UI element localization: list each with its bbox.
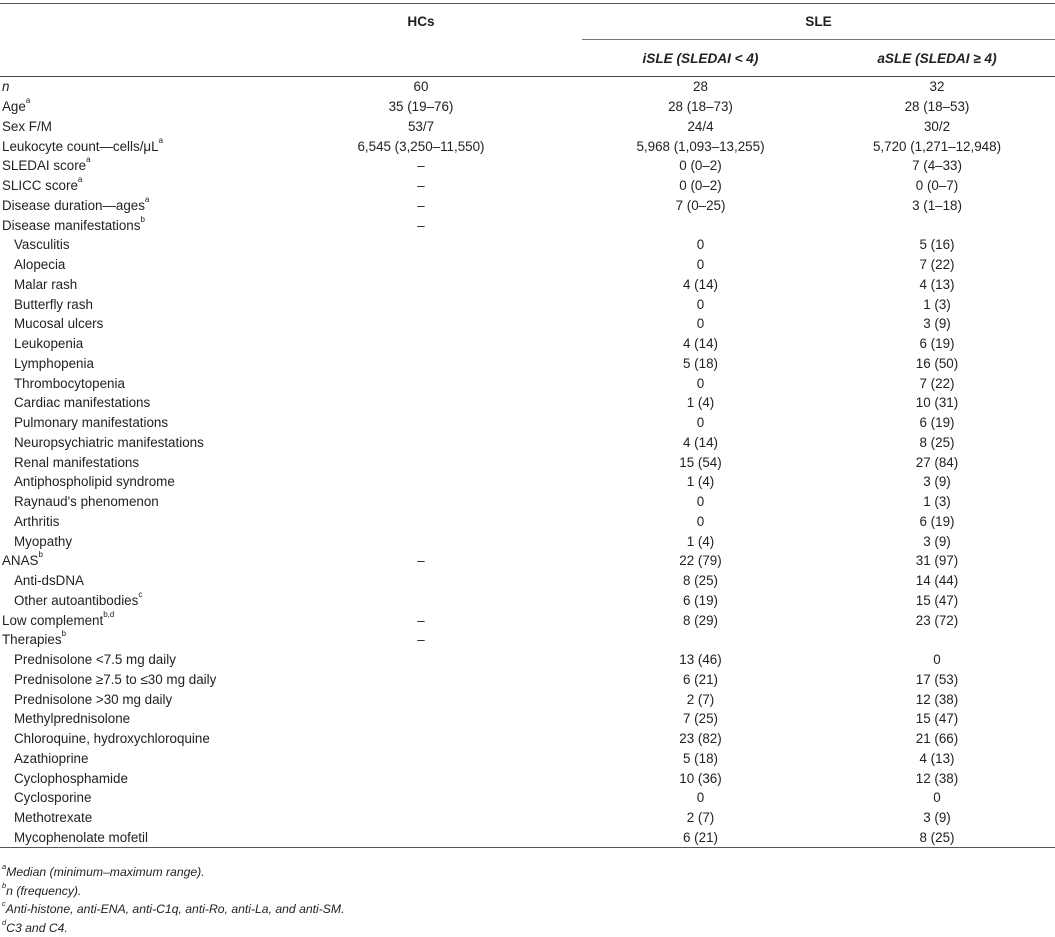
row-label-text: Leukocyte count—cells/μL: [2, 139, 159, 154]
table-row: [0, 729, 1055, 749]
cell-asle: 31 (97): [819, 551, 1055, 571]
cell-asle: 32: [819, 77, 1055, 97]
cell-hc: [260, 571, 582, 591]
footnote-marker: b: [2, 881, 6, 890]
cell-hc: [260, 689, 582, 709]
row-label-text: Methylprednisolone: [14, 711, 130, 726]
row-label: [0, 630, 260, 650]
row-label: [0, 551, 260, 571]
footnote-text: Anti-histone, anti-ENA, anti-C1q, anti-Ro, anti-La, and anti-SM.: [6, 902, 345, 916]
cell-hc: 53/7: [260, 117, 582, 137]
cell-asle: [819, 215, 1055, 235]
cell-asle: 7 (4–33): [819, 156, 1055, 176]
cell-isle: 10 (36): [582, 768, 819, 788]
cell-asle: 3 (9): [819, 531, 1055, 551]
row-label: [0, 235, 260, 255]
cell-asle: 27 (84): [819, 452, 1055, 472]
cell-isle: 28 (18–73): [582, 97, 819, 117]
cell-asle: 7 (22): [819, 255, 1055, 275]
cell-asle: 1 (3): [819, 294, 1055, 314]
cell-hc: [260, 452, 582, 472]
cell-asle: 21 (66): [819, 729, 1055, 749]
cell-hc: [260, 650, 582, 670]
table-row: [0, 235, 1055, 255]
footnote-text: C3 and C4.: [6, 921, 68, 935]
header-sle: SLE: [582, 4, 1055, 40]
cell-isle: 5 (18): [582, 749, 819, 769]
cell-hc: –: [260, 215, 582, 235]
cell-asle: 15 (47): [819, 709, 1055, 729]
row-label-text: Cyclophosphamide: [14, 771, 128, 786]
row-label-text: Low complement: [2, 613, 103, 628]
cell-hc: [260, 512, 582, 532]
cell-isle: 0: [582, 373, 819, 393]
cell-isle: 24/4: [582, 117, 819, 137]
footnote-marker: b: [38, 550, 42, 559]
row-label: [0, 492, 260, 512]
cell-hc: 60: [260, 77, 582, 97]
cell-hc: [260, 591, 582, 611]
table-row: [0, 808, 1055, 828]
table-row: [0, 275, 1055, 295]
table-body: [0, 77, 1055, 848]
cell-isle: 0: [582, 294, 819, 314]
table-row: [0, 117, 1055, 137]
table-row: [0, 828, 1055, 848]
cell-isle: [582, 215, 819, 235]
cell-isle: 8 (25): [582, 571, 819, 591]
footnote: [2, 900, 344, 919]
row-label-text: Raynaud's phenomenon: [14, 494, 159, 509]
row-label-text: Prednisolone <7.5 mg daily: [14, 652, 176, 667]
cell-hc: [260, 393, 582, 413]
cell-hc: [260, 275, 582, 295]
cell-isle: 0: [582, 788, 819, 808]
footnote-marker: a: [86, 155, 90, 164]
footnote-text: n (frequency).: [6, 884, 81, 898]
cell-isle: 1 (4): [582, 472, 819, 492]
table-row: [0, 591, 1055, 611]
footnote-marker: a: [2, 862, 6, 871]
cell-asle: 0 (0–7): [819, 176, 1055, 196]
footnote-marker: a: [26, 96, 30, 105]
table-row: [0, 531, 1055, 551]
row-label-text: Pulmonary manifestations: [14, 415, 168, 430]
table-row: [0, 749, 1055, 769]
cell-isle: 0: [582, 413, 819, 433]
row-label-text: Cyclosporine: [14, 790, 91, 805]
cell-hc: [260, 709, 582, 729]
footnote-marker: b: [62, 629, 66, 638]
cell-asle: 12 (38): [819, 689, 1055, 709]
row-label-text: SLEDAI score: [2, 158, 86, 173]
cell-isle: 7 (25): [582, 709, 819, 729]
row-label: [0, 650, 260, 670]
header-empty-cell: [0, 4, 260, 40]
table-row: [0, 610, 1055, 630]
row-label-text: Lymphopenia: [14, 356, 94, 371]
table-row: [0, 452, 1055, 472]
footnote-marker: b: [140, 215, 144, 224]
row-label: [0, 670, 260, 690]
row-label-text: Renal manifestations: [14, 455, 139, 470]
table-row: [0, 492, 1055, 512]
footnote-marker: a: [145, 195, 149, 204]
cell-isle: 7 (0–25): [582, 196, 819, 216]
table-row: [0, 689, 1055, 709]
cell-asle: 0: [819, 650, 1055, 670]
cell-hc: [260, 255, 582, 275]
cell-hc: –: [260, 156, 582, 176]
row-label: [0, 512, 260, 532]
row-label: [0, 828, 260, 848]
table-row: [0, 77, 1055, 97]
cell-hc: 35 (19–76): [260, 97, 582, 117]
footnote: [2, 882, 344, 901]
cell-asle: 3 (9): [819, 472, 1055, 492]
row-label: [0, 314, 260, 334]
table-row: [0, 354, 1055, 374]
cell-isle: 1 (4): [582, 393, 819, 413]
cell-isle: 4 (14): [582, 275, 819, 295]
cell-hc: –: [260, 551, 582, 571]
header-asle: aSLE (SLEDAI ≥ 4): [819, 40, 1055, 77]
cell-asle: 12 (38): [819, 768, 1055, 788]
table-row: [0, 413, 1055, 433]
cell-isle: 28: [582, 77, 819, 97]
cell-hc: –: [260, 610, 582, 630]
row-label-text: Anti-dsDNA: [14, 573, 84, 588]
footnote-marker: a: [78, 175, 82, 184]
cell-hc: –: [260, 176, 582, 196]
table-row: [0, 136, 1055, 156]
footnote: [2, 863, 344, 882]
footnote-marker: c: [2, 899, 6, 908]
row-label-text: SLICC score: [2, 178, 78, 193]
cell-isle: 1 (4): [582, 531, 819, 551]
row-label-text: Prednisolone >30 mg daily: [14, 692, 172, 707]
cell-asle: 28 (18–53): [819, 97, 1055, 117]
cell-asle: 4 (13): [819, 275, 1055, 295]
table-row: [0, 373, 1055, 393]
cell-hc: [260, 670, 582, 690]
table-row: [0, 768, 1055, 788]
table-row: [0, 650, 1055, 670]
cell-hc: [260, 373, 582, 393]
row-label-text: Prednisolone ≥7.5 to ≤30 mg daily: [14, 672, 216, 687]
row-label-text: Azathioprine: [14, 751, 88, 766]
cell-asle: 6 (19): [819, 512, 1055, 532]
table-row: [0, 294, 1055, 314]
cell-asle: 8 (25): [819, 828, 1055, 848]
table-row: [0, 176, 1055, 196]
cell-hc: [260, 354, 582, 374]
cell-hc: [260, 828, 582, 848]
row-label-text: Chloroquine, hydroxychloroquine: [14, 731, 210, 746]
row-label: [0, 689, 260, 709]
cell-isle: 0: [582, 492, 819, 512]
row-label: [0, 196, 260, 216]
row-label-text: Therapies: [2, 632, 62, 647]
cell-asle: 23 (72): [819, 610, 1055, 630]
row-label-text: Alopecia: [14, 257, 65, 272]
table-row: [0, 334, 1055, 354]
row-label-text: n: [2, 79, 9, 94]
cell-asle: 17 (53): [819, 670, 1055, 690]
row-label-text: ANAS: [2, 553, 38, 568]
cell-isle: 22 (79): [582, 551, 819, 571]
row-label: [0, 808, 260, 828]
table-row: [0, 97, 1055, 117]
row-label-text: Antiphospholipid syndrome: [14, 474, 175, 489]
row-label: [0, 117, 260, 137]
row-label: [0, 354, 260, 374]
row-label-text: Myopathy: [14, 534, 72, 549]
cell-isle: 5,968 (1,093–13,255): [582, 136, 819, 156]
cell-asle: 5 (16): [819, 235, 1055, 255]
table-row: [0, 512, 1055, 532]
cell-isle: 2 (7): [582, 689, 819, 709]
cell-isle: 6 (21): [582, 670, 819, 690]
row-label: [0, 749, 260, 769]
cell-asle: 8 (25): [819, 433, 1055, 453]
row-label: [0, 136, 260, 156]
cell-isle: 13 (46): [582, 650, 819, 670]
cell-hc: [260, 729, 582, 749]
cell-hc: [260, 788, 582, 808]
cell-hc: [260, 808, 582, 828]
row-label-text: Methotrexate: [14, 810, 92, 825]
cell-asle: 10 (31): [819, 393, 1055, 413]
cell-isle: 2 (7): [582, 808, 819, 828]
row-label: [0, 709, 260, 729]
row-label: [0, 472, 260, 492]
header-empty-cell: [0, 40, 260, 77]
cell-isle: 5 (18): [582, 354, 819, 374]
cell-isle: 15 (54): [582, 452, 819, 472]
cell-hc: [260, 334, 582, 354]
row-label: [0, 788, 260, 808]
cell-isle: 8 (29): [582, 610, 819, 630]
cell-asle: 3 (1–18): [819, 196, 1055, 216]
footnote-marker: a: [159, 136, 163, 145]
row-label-text: Cardiac manifestations: [14, 395, 150, 410]
table-row: [0, 670, 1055, 690]
clinical-characteristics-table: [0, 3, 1055, 848]
footnote-text: Median (minimum–maximum range).: [6, 865, 204, 879]
row-label-text: Vasculitis: [14, 237, 70, 252]
footnote-marker: b,d: [103, 610, 114, 619]
row-label: [0, 373, 260, 393]
footnote-marker: c: [138, 590, 142, 599]
cell-asle: 4 (13): [819, 749, 1055, 769]
footnote-marker: d: [2, 918, 6, 927]
cell-hc: 6,545 (3,250–11,550): [260, 136, 582, 156]
row-label: [0, 156, 260, 176]
cell-hc: –: [260, 630, 582, 650]
cell-isle: 0: [582, 512, 819, 532]
row-label-text: Thrombocytopenia: [14, 376, 125, 391]
header-isle: iSLE (SLEDAI < 4): [582, 40, 819, 77]
row-label: [0, 97, 260, 117]
cell-hc: [260, 768, 582, 788]
row-label: [0, 591, 260, 611]
table-header: [0, 4, 1055, 77]
cell-hc: [260, 433, 582, 453]
cell-asle: 1 (3): [819, 492, 1055, 512]
cell-isle: 0 (0–2): [582, 156, 819, 176]
cell-isle: 4 (14): [582, 433, 819, 453]
row-label-text: Disease duration—ages: [2, 198, 145, 213]
row-label: [0, 610, 260, 630]
row-label: [0, 531, 260, 551]
table-row: [0, 571, 1055, 591]
cell-isle: 6 (19): [582, 591, 819, 611]
row-label-text: Malar rash: [14, 277, 77, 292]
table-row: [0, 314, 1055, 334]
row-label: [0, 334, 260, 354]
table-row: [0, 156, 1055, 176]
cell-asle: 0: [819, 788, 1055, 808]
table-row: [0, 393, 1055, 413]
table-row: [0, 709, 1055, 729]
row-label-text: Leukopenia: [14, 336, 83, 351]
row-label-text: Disease manifestations: [2, 218, 140, 233]
footnote: [2, 919, 344, 937]
cell-asle: 30/2: [819, 117, 1055, 137]
table-row: [0, 255, 1055, 275]
cell-hc: [260, 492, 582, 512]
row-label-text: Other autoantibodies: [14, 593, 138, 608]
cell-isle: [582, 630, 819, 650]
cell-hc: [260, 294, 582, 314]
table-footnotes: [2, 863, 344, 937]
cell-isle: 0: [582, 255, 819, 275]
cell-hc: [260, 235, 582, 255]
row-label-text: Butterfly rash: [14, 297, 93, 312]
cell-hc: [260, 531, 582, 551]
cell-asle: [819, 630, 1055, 650]
row-label: [0, 413, 260, 433]
cell-asle: 16 (50): [819, 354, 1055, 374]
header-empty-cell: [260, 40, 582, 77]
row-label: [0, 768, 260, 788]
row-label: [0, 294, 260, 314]
row-label-text: Sex F/M: [2, 119, 52, 134]
cell-asle: 6 (19): [819, 334, 1055, 354]
row-label: [0, 255, 260, 275]
row-label-text: Mycophenolate mofetil: [14, 830, 148, 845]
cell-asle: 7 (22): [819, 373, 1055, 393]
row-label: [0, 275, 260, 295]
cell-isle: 6 (21): [582, 828, 819, 848]
row-label-text: Mucosal ulcers: [14, 316, 103, 331]
cell-hc: [260, 749, 582, 769]
row-label-text: Age: [2, 99, 26, 114]
cell-isle: 23 (82): [582, 729, 819, 749]
cell-isle: 0: [582, 314, 819, 334]
row-label: [0, 433, 260, 453]
cell-hc: [260, 314, 582, 334]
row-label: [0, 729, 260, 749]
row-label: [0, 571, 260, 591]
row-label: [0, 176, 260, 196]
row-label: [0, 77, 260, 97]
cell-asle: 5,720 (1,271–12,948): [819, 136, 1055, 156]
row-label: [0, 452, 260, 472]
row-label-text: Neuropsychiatric manifestations: [14, 435, 204, 450]
cell-isle: 0 (0–2): [582, 176, 819, 196]
cell-asle: 3 (9): [819, 808, 1055, 828]
cell-asle: 3 (9): [819, 314, 1055, 334]
cell-asle: 15 (47): [819, 591, 1055, 611]
table-row: [0, 472, 1055, 492]
table-row: [0, 551, 1055, 571]
row-label-text: Arthritis: [14, 514, 59, 529]
cell-isle: 4 (14): [582, 334, 819, 354]
table-row: [0, 215, 1055, 235]
cell-asle: 6 (19): [819, 413, 1055, 433]
cell-isle: 0: [582, 235, 819, 255]
header-hcs: HCs: [260, 4, 582, 40]
cell-hc: [260, 413, 582, 433]
table-row: [0, 433, 1055, 453]
cell-asle: 14 (44): [819, 571, 1055, 591]
table-row: [0, 630, 1055, 650]
row-label: [0, 215, 260, 235]
cell-hc: –: [260, 196, 582, 216]
table-row: [0, 196, 1055, 216]
table-row: [0, 788, 1055, 808]
row-label: [0, 393, 260, 413]
cell-hc: [260, 472, 582, 492]
